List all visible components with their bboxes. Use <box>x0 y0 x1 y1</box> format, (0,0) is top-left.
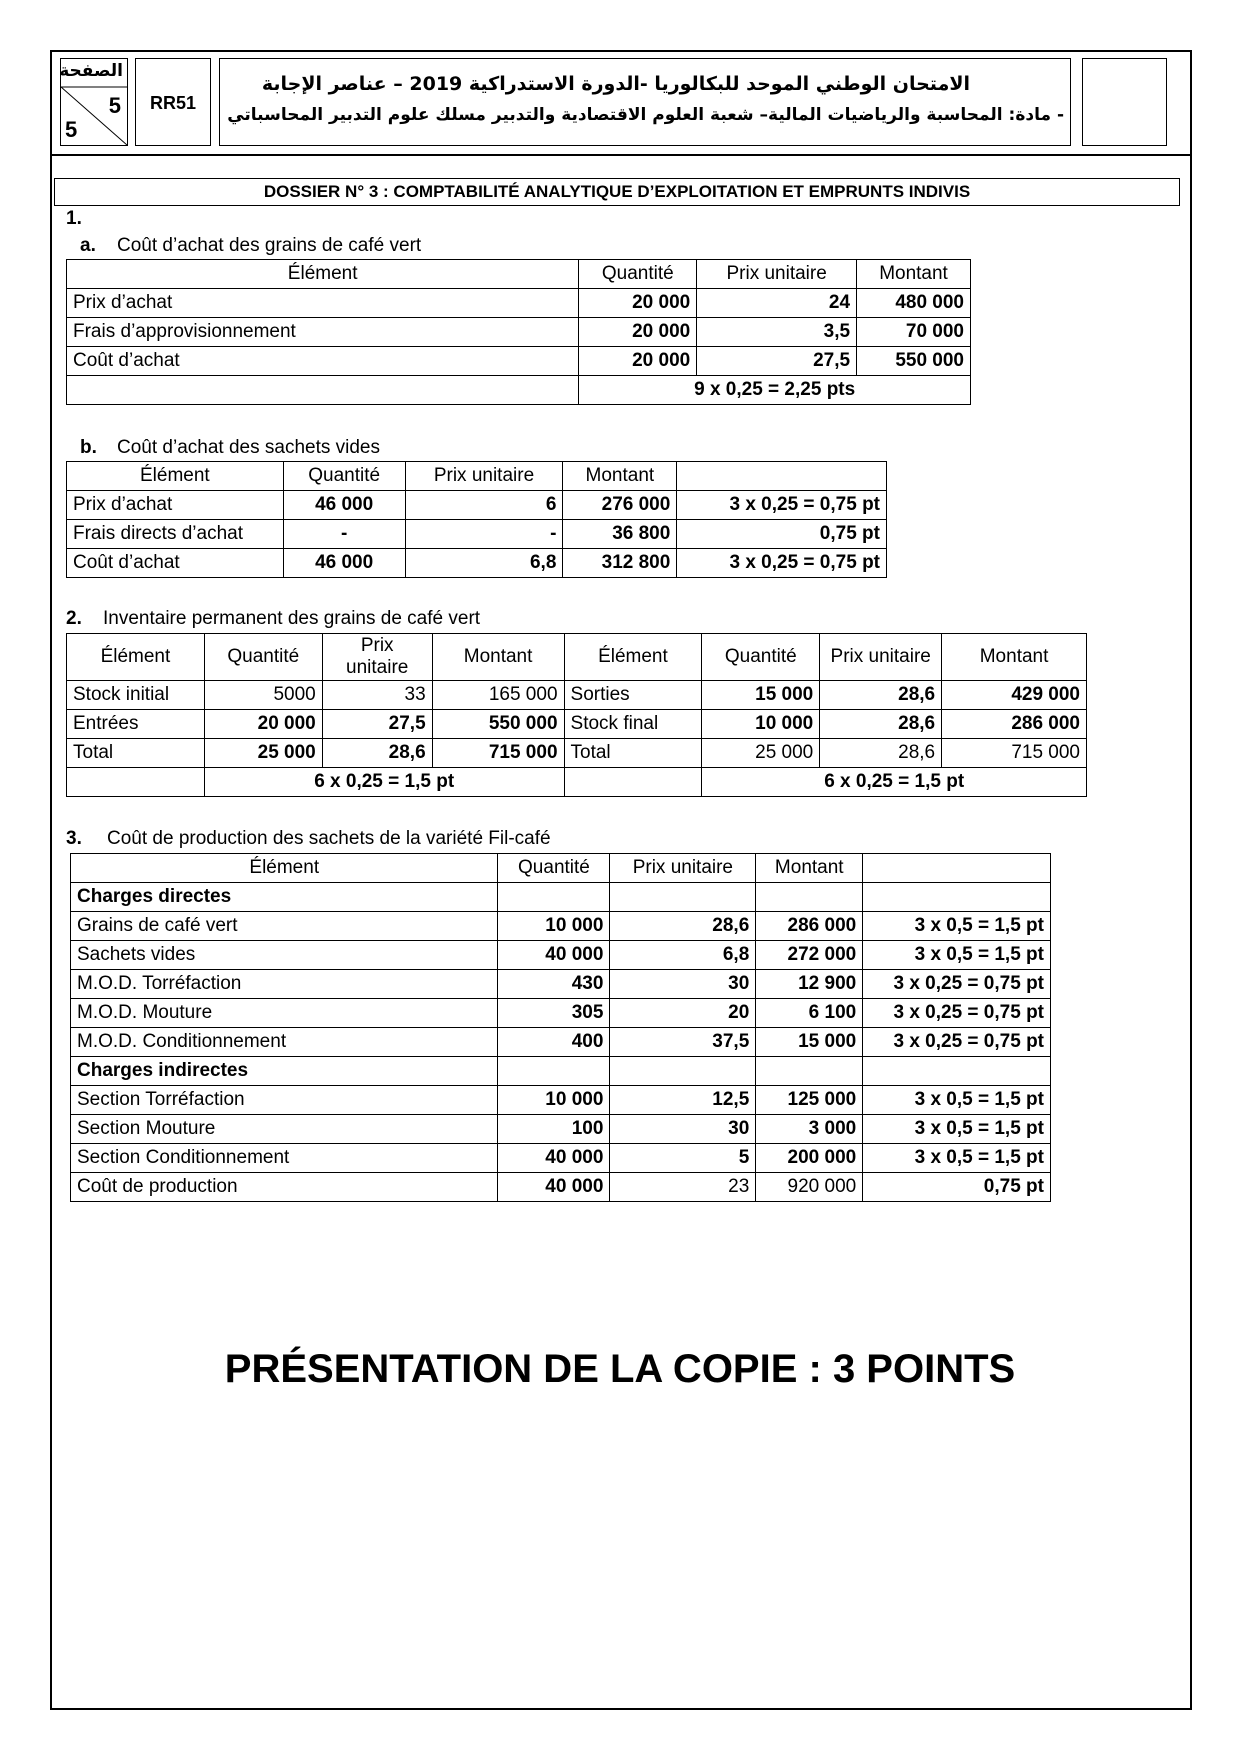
cell: 20 000 <box>579 318 697 347</box>
table-row <box>71 999 1051 1028</box>
cell: 15 000 <box>756 1028 863 1057</box>
cell: 46 000 <box>283 491 405 520</box>
header-cell: Prix unitaire <box>322 634 432 681</box>
points-cell: 3 x 0,5 = 1,5 pt <box>863 1115 1051 1144</box>
cell: Total <box>67 739 205 768</box>
cell: 12,5 <box>610 1086 756 1115</box>
table-row <box>67 739 1087 768</box>
cell: 27,5 <box>322 710 432 739</box>
cell: Total <box>564 739 702 768</box>
cell: Section Conditionnement <box>71 1144 498 1173</box>
presentation-note: PRÉSENTATION DE LA COPIE : 3 POINTS <box>224 1347 1016 1391</box>
q1a-letter: a. <box>80 235 96 256</box>
code-box <box>135 58 211 146</box>
page-number: 5 <box>108 93 121 118</box>
cell: 429 000 <box>942 681 1087 710</box>
table-row <box>67 549 887 578</box>
cell: 24 <box>697 289 857 318</box>
header-cell: Quantité <box>283 462 405 491</box>
dossier-title: DOSSIER N° 3 : COMPTABILITÉ ANALYTIQUE D’EXPLOITATION ET EMPRUNTS INDIVIS <box>263 182 971 201</box>
cell: 40 000 <box>498 1144 610 1173</box>
cell: Coût d’achat <box>67 347 579 376</box>
cell: Coût de production <box>71 1173 498 1202</box>
table-cout-achat-sachets <box>66 461 887 578</box>
table-row <box>71 1115 1051 1144</box>
cell: 28,6 <box>322 739 432 768</box>
q3-title: Coût de production des sachets de la variété Fil-café <box>107 828 551 849</box>
cell: 276 000 <box>563 491 677 520</box>
cell: 20 <box>610 999 756 1028</box>
cell: M.O.D. Torréfaction <box>71 970 498 999</box>
cell: 20 000 <box>579 347 697 376</box>
dossier-title-box <box>54 178 1180 206</box>
page-number-box <box>60 58 128 146</box>
points-cell: 9 x 0,25 = 2,25 pts <box>579 376 971 405</box>
cell: 286 000 <box>756 912 863 941</box>
cell: 28,6 <box>820 681 942 710</box>
cell: - <box>405 520 563 549</box>
cell: 312 800 <box>563 549 677 578</box>
cell: 3 000 <box>756 1115 863 1144</box>
cell: 30 <box>610 1115 756 1144</box>
table-row <box>67 347 971 376</box>
header-cell: Élément <box>67 260 579 289</box>
cell: 10 000 <box>498 912 610 941</box>
points-cell: 0,75 pt <box>677 520 887 549</box>
header-cell: Prix unitaire <box>697 260 857 289</box>
points-cell: 3 x 0,5 = 1,5 pt <box>863 912 1051 941</box>
page-total: 5 <box>65 117 78 142</box>
cell-empty <box>564 768 702 797</box>
table-header-row <box>71 854 1051 883</box>
title-box <box>219 58 1071 146</box>
cell: 5000 <box>204 681 322 710</box>
cell: 37,5 <box>610 1028 756 1057</box>
points-cell: 0,75 pt <box>863 1173 1051 1202</box>
cell: 70 000 <box>857 318 971 347</box>
cell: 6 <box>405 491 563 520</box>
cell: 10 000 <box>498 1086 610 1115</box>
header-cell: Élément <box>564 634 702 681</box>
table-row-total <box>71 1173 1051 1202</box>
table-row <box>67 289 971 318</box>
cell: 715 000 <box>942 739 1087 768</box>
table-header-row <box>67 634 1087 681</box>
exam-subject: - مادة: المحاسبة والرياضيات المالية– شعبة العلوم الاقتصادية والتدبير مسلك علوم التدبير المحاسباتي <box>227 105 1064 125</box>
header-cell: Quantité <box>579 260 697 289</box>
cell: 36 800 <box>563 520 677 549</box>
cell: M.O.D. Mouture <box>71 999 498 1028</box>
header-cell: Quantité <box>702 634 820 681</box>
cell: Entrées <box>67 710 205 739</box>
cell: Sorties <box>564 681 702 710</box>
table-cout-production <box>70 853 1051 1202</box>
cell: Frais d’approvisionnement <box>67 318 579 347</box>
section-label: Charges directes <box>71 883 498 912</box>
cell-empty <box>756 883 863 912</box>
table-row <box>67 681 1087 710</box>
points-cell: 3 x 0,25 = 0,75 pt <box>863 970 1051 999</box>
cell-empty <box>756 1057 863 1086</box>
table-row <box>71 912 1051 941</box>
header-cell <box>863 854 1051 883</box>
cell: - <box>283 520 405 549</box>
cell-empty <box>498 883 610 912</box>
cell: 15 000 <box>702 681 820 710</box>
cell: 6,8 <box>405 549 563 578</box>
cell: 430 <box>498 970 610 999</box>
table-row <box>67 520 887 549</box>
cell: 27,5 <box>697 347 857 376</box>
cell: 25 000 <box>702 739 820 768</box>
cell: 25 000 <box>204 739 322 768</box>
points-cell: 3 x 0,5 = 1,5 pt <box>863 941 1051 970</box>
q2-title: Inventaire permanent des grains de café vert <box>103 608 481 629</box>
cell: 125 000 <box>756 1086 863 1115</box>
cell: 28,6 <box>610 912 756 941</box>
cell: 33 <box>322 681 432 710</box>
header-cell: Élément <box>67 462 284 491</box>
cell: 305 <box>498 999 610 1028</box>
section-label: Charges indirectes <box>71 1057 498 1086</box>
header-cell: Montant <box>563 462 677 491</box>
cell: 3,5 <box>697 318 857 347</box>
points-cell: 3 x 0,5 = 1,5 pt <box>863 1144 1051 1173</box>
cell: 550 000 <box>857 347 971 376</box>
cell: 23 <box>610 1173 756 1202</box>
table-row <box>71 1086 1051 1115</box>
table-header-row <box>67 462 887 491</box>
cell: 400 <box>498 1028 610 1057</box>
cell: Stock initial <box>67 681 205 710</box>
cell: 5 <box>610 1144 756 1173</box>
table-header-row <box>67 260 971 289</box>
header-cell: Montant <box>756 854 863 883</box>
cell: Stock final <box>564 710 702 739</box>
cell: 28,6 <box>820 739 942 768</box>
cell: Grains de café vert <box>71 912 498 941</box>
cell: 920 000 <box>756 1173 863 1202</box>
cell: 100 <box>498 1115 610 1144</box>
cell: Coût d’achat <box>67 549 284 578</box>
section-row-direct <box>71 883 1051 912</box>
header-cell: Prix unitaire <box>820 634 942 681</box>
header-cell: Prix unitaire <box>610 854 756 883</box>
cell: 20 000 <box>579 289 697 318</box>
header-cell: Élément <box>67 634 205 681</box>
points-cell: 3 x 0,25 = 0,75 pt <box>863 999 1051 1028</box>
cell: 286 000 <box>942 710 1087 739</box>
header-cell: Montant <box>432 634 564 681</box>
cell: 40 000 <box>498 1173 610 1202</box>
table-row <box>67 318 971 347</box>
q1-number: 1. <box>66 208 82 229</box>
table-row <box>67 710 1087 739</box>
cell: 550 000 <box>432 710 564 739</box>
cell: 6,8 <box>610 941 756 970</box>
points-cell: 3 x 0,25 = 0,75 pt <box>677 491 887 520</box>
header-cell: Quantité <box>204 634 322 681</box>
table-inventaire-permanent <box>66 633 1087 797</box>
q1b-title: Coût d’achat des sachets vides <box>117 437 380 458</box>
cell: Section Torréfaction <box>71 1086 498 1115</box>
exam-code: RR51 <box>150 93 197 113</box>
cell: Frais directs d’achat <box>67 520 284 549</box>
cell: 20 000 <box>204 710 322 739</box>
cell-empty <box>863 1057 1051 1086</box>
header-separator <box>50 154 1192 156</box>
cell: 30 <box>610 970 756 999</box>
cell-empty <box>67 376 579 405</box>
header-cell <box>677 462 887 491</box>
table-row <box>71 1144 1051 1173</box>
points-cell: 6 x 0,25 = 1,5 pt <box>702 768 1087 797</box>
cell: Sachets vides <box>71 941 498 970</box>
cell: 28,6 <box>820 710 942 739</box>
points-cell: 3 x 0,25 = 0,75 pt <box>677 549 887 578</box>
cell: 272 000 <box>756 941 863 970</box>
header-cell: Prix unitaire <box>405 462 563 491</box>
table-row <box>67 491 887 520</box>
cell-empty <box>67 768 205 797</box>
points-cell: 6 x 0,25 = 1,5 pt <box>204 768 564 797</box>
points-row <box>67 768 1087 797</box>
cell: 200 000 <box>756 1144 863 1173</box>
cell: 12 900 <box>756 970 863 999</box>
cell: Prix d’achat <box>67 289 579 318</box>
table-row <box>71 941 1051 970</box>
points-row <box>67 376 971 405</box>
cell: M.O.D. Conditionnement <box>71 1028 498 1057</box>
cell-empty <box>863 883 1051 912</box>
header-cell: Quantité <box>498 854 610 883</box>
header-cell: Montant <box>857 260 971 289</box>
blank-box <box>1082 58 1167 146</box>
table-row <box>71 1028 1051 1057</box>
q3-number: 3. <box>66 828 82 849</box>
cell: Section Mouture <box>71 1115 498 1144</box>
table-cout-achat-grains <box>66 259 971 405</box>
cell: 165 000 <box>432 681 564 710</box>
section-row-indirect <box>71 1057 1051 1086</box>
points-cell: 3 x 0,25 = 0,75 pt <box>863 1028 1051 1057</box>
header-cell: Montant <box>942 634 1087 681</box>
q1b-letter: b. <box>80 437 97 458</box>
q2-number: 2. <box>66 608 82 629</box>
cell-empty <box>498 1057 610 1086</box>
cell: 10 000 <box>702 710 820 739</box>
cell-empty <box>610 883 756 912</box>
cell: 40 000 <box>498 941 610 970</box>
cell: 480 000 <box>857 289 971 318</box>
cell: 46 000 <box>283 549 405 578</box>
q1a-title: Coût d’achat des grains de café vert <box>117 235 422 256</box>
exam-title: الامتحان الوطني الموحد للبكالوريا -الدورة الاستدراكية 2019 – عناصر الإجابة <box>261 73 970 95</box>
page-label: الصفحة <box>59 61 123 81</box>
table-row <box>71 970 1051 999</box>
cell: Prix d’achat <box>67 491 284 520</box>
cell-empty <box>610 1057 756 1086</box>
cell: 6 100 <box>756 999 863 1028</box>
cell: 715 000 <box>432 739 564 768</box>
header-cell: Élément <box>71 854 498 883</box>
points-cell: 3 x 0,5 = 1,5 pt <box>863 1086 1051 1115</box>
